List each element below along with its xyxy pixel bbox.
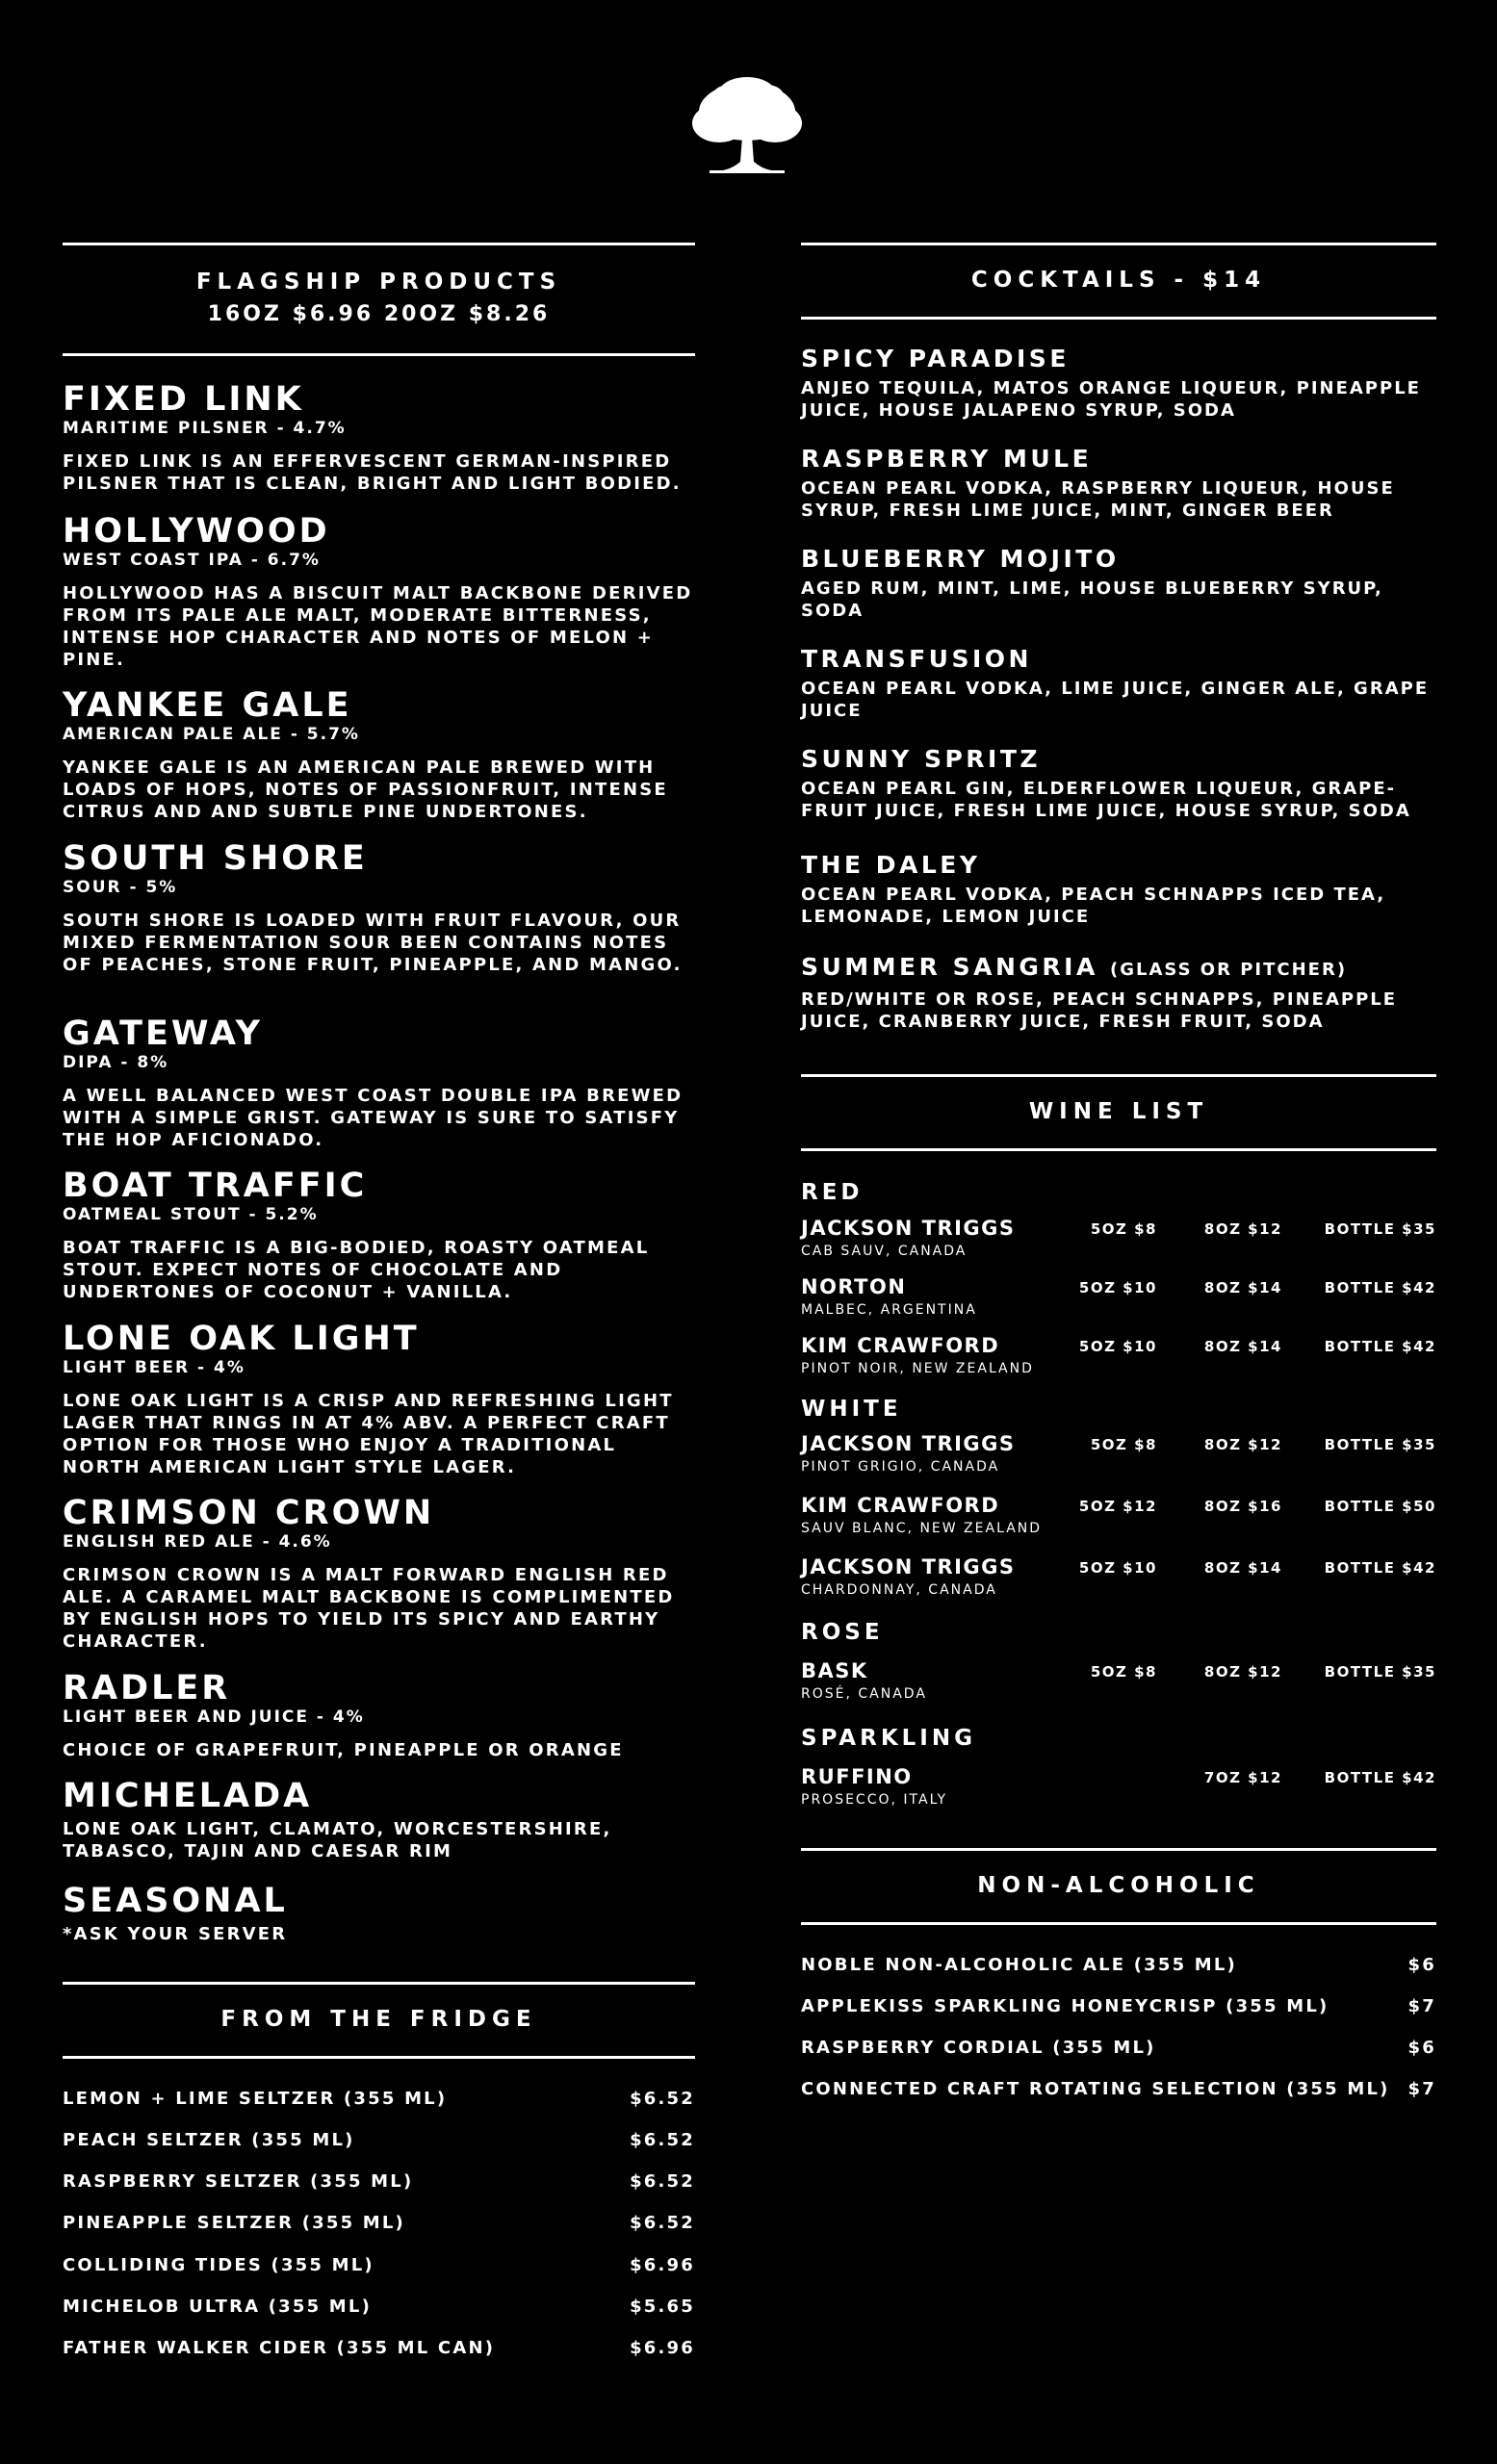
price-bottle: BOTTLE $35 [1324, 1663, 1436, 1681]
divider [801, 1074, 1436, 1077]
item-price: $6.96 [630, 2255, 695, 2275]
cocktail-name: RASPBERRY MULE [801, 445, 1093, 473]
beer-description: CRIMSON CROWN IS A MALT FORWARD ENGLISH RED ALE. A CARAMEL MALT BACKBONE IS COMPLIMENTED BY ENGLISH HOPS TO YIELD ITS SPICY AND EARTHY CHARACTER. [63, 1565, 675, 1652]
wine-name: RUFFINO [801, 1765, 913, 1788]
beer-style: LIGHT BEER AND JUICE - 4% [63, 1707, 365, 1727]
cocktail-item [801, 851, 1436, 928]
cocktail-name: SUNNY SPRITZ [801, 745, 1042, 773]
wine-name: JACKSON TRIGGS [801, 1217, 1016, 1240]
wine-origin: PINOT GRIGIO, CANADA [801, 1459, 1000, 1475]
tree-logo [690, 77, 804, 175]
wine-origin: CHARDONNAY, CANADA [801, 1582, 997, 1598]
price-8oz: 8OZ $12 [1203, 1220, 1282, 1238]
wine-item [801, 1275, 1436, 1322]
item-name: MICHELOB ULTRA (355 ML) [63, 2297, 373, 2317]
item-price: $7 [1407, 2079, 1436, 2099]
price-7oz: 7OZ $12 [1203, 1769, 1282, 1786]
wine-name: KIM CRAWFORD [801, 1494, 1000, 1517]
cocktail-item [801, 545, 1436, 622]
beer-item [63, 1670, 695, 1761]
beer-description: LONE OAK LIGHT, CLAMATO, WORCESTERSHIRE, TABASCO, TAJIN AND CAESAR RIM [63, 1819, 612, 1861]
price-8oz: 8OZ $12 [1203, 1663, 1282, 1681]
beer-style: MARITIME PILSNER - 4.7% [63, 419, 347, 438]
price-5oz: 5OZ $10 [1078, 1559, 1157, 1577]
price-5oz: 5OZ $8 [1090, 1220, 1157, 1238]
beer-item [63, 1321, 695, 1478]
item-name: PEACH SELTZER (355 ML) [63, 2130, 355, 2150]
price-8oz: 8OZ $14 [1203, 1338, 1282, 1355]
cocktail-name: SUMMER SANGRIA [801, 953, 1098, 981]
cocktail-name: TRANSFUSION [801, 645, 1032, 673]
beer-style: SOUR - 5% [63, 878, 178, 897]
wine-origin: CAB SAUV, CANADA [801, 1244, 968, 1259]
beer-item [63, 381, 695, 495]
cocktail-name: SPICY PARADISE [801, 345, 1070, 372]
wine-origin: PINOT NOIR, NEW ZEALAND [801, 1361, 1034, 1376]
cocktail-description: ANJEO TEQUILA, MATOS ORANGE LIQUEUR, PINEAPPLE JUICE, HOUSE JALAPENO SYRUP, SODA [801, 378, 1421, 421]
divider [801, 317, 1436, 320]
item-name: APPLEKISS SPARKLING HONEYCRISP (355 ML) [801, 1996, 1329, 2016]
beer-name: HOLLYWOOD [63, 512, 330, 551]
beer-style: OATMEAL STOUT - 5.2% [63, 1205, 319, 1224]
cocktail-description: RED/WHITE OR ROSE, PEACH SCHNAPPS, PINEAPPLE JUICE, CRANBERRY JUICE, FRESH FRUIT, SODA [801, 989, 1398, 1032]
price-bottle: BOTTLE $35 [1324, 1436, 1436, 1453]
divider [801, 243, 1436, 245]
cocktail-description: AGED RUM, MINT, LIME, HOUSE BLUEBERRY SYRUP, SODA [801, 578, 1383, 621]
price-8oz: 8OZ $12 [1203, 1436, 1282, 1453]
beer-item [63, 1778, 695, 1862]
wine-item [801, 1217, 1436, 1263]
wine-name: KIM CRAWFORD [801, 1334, 1000, 1357]
beer-name: GATEWAY [63, 1014, 263, 1053]
divider [801, 1922, 1436, 1925]
beer-item [63, 1168, 695, 1303]
flagship-pricing: 16OZ $6.96 20OZ $8.26 [207, 302, 551, 326]
item-name: FATHER WALKER CIDER (355 ML CAN) [63, 2338, 496, 2358]
wine-category: WHITE [801, 1397, 902, 1422]
wine-category: SPARKLING [801, 1726, 976, 1751]
beer-description: FIXED LINK IS AN EFFERVESCENT GERMAN-INSPIRED PILSNER THAT IS CLEAN, BRIGHT AND LIGHT BODIED. [63, 451, 682, 494]
price-bottle: BOTTLE $42 [1324, 1279, 1436, 1296]
beer-name: MICHELADA [63, 1777, 313, 1815]
beer-style: LIGHT BEER - 4% [63, 1358, 245, 1377]
beer-name: SEASONAL [63, 1882, 288, 1920]
item-name: PINEAPPLE SELTZER (355 ML) [63, 2213, 405, 2233]
cocktail-item [801, 745, 1436, 822]
wine-name: NORTON [801, 1275, 907, 1298]
wine-category: RED [801, 1180, 864, 1205]
wine-item [801, 1334, 1436, 1380]
item-price: $6.52 [630, 2089, 695, 2109]
divider [63, 1982, 695, 1985]
beer-name: SOUTH SHORE [63, 839, 368, 878]
beer-description: SOUTH SHORE IS LOADED WITH FRUIT FLAVOUR, OUR MIXED FERMENTATION SOUR BEEN CONTAINS NOTES OF PEACHES, STONE FRUIT, PINEAPPLE, AND MANGO. [63, 911, 683, 975]
wine-category: ROSE [801, 1620, 884, 1645]
beer-name: CRIMSON CROWN [63, 1494, 435, 1532]
cocktail-description: OCEAN PEARL GIN, ELDERFLOWER LIQUEUR, GRAPE-FRUIT JUICE, FRESH LIME JUICE, HOUSE SYRUP, SODA [801, 779, 1411, 821]
divider [63, 353, 695, 356]
wine-item [801, 1494, 1436, 1540]
item-name: NOBLE NON-ALCOHOLIC ALE (355 ML) [801, 1955, 1237, 1975]
price-8oz: 8OZ $14 [1203, 1279, 1282, 1296]
price-5oz: 5OZ $10 [1078, 1279, 1157, 1296]
beer-item [63, 513, 695, 671]
item-price: $6.52 [630, 2213, 695, 2233]
beer-item [63, 840, 695, 976]
fridge-title: FROM THE FRIDGE [220, 2007, 537, 2032]
cocktail-item [801, 953, 1436, 1033]
cocktail-description: OCEAN PEARL VODKA, LIME JUICE, GINGER ALE, GRAPE JUICE [801, 679, 1430, 721]
wine-origin: MALBEC, ARGENTINA [801, 1302, 977, 1318]
beer-item [63, 1883, 695, 1945]
price-5oz: 5OZ $8 [1090, 1436, 1157, 1453]
cocktail-item [801, 345, 1436, 422]
price-bottle: BOTTLE $42 [1324, 1559, 1436, 1577]
beer-description: A WELL BALANCED WEST COAST DOUBLE IPA BREWED WITH A SIMPLE GRIST. GATEWAY IS SURE TO SATISFY THE HOP AFICIONADO. [63, 1086, 684, 1150]
beer-name: RADLER [63, 1669, 231, 1707]
price-bottle: BOTTLE $42 [1324, 1769, 1436, 1786]
item-price: $5.65 [630, 2297, 695, 2317]
price-5oz: 5OZ $12 [1078, 1498, 1157, 1515]
wine-item [801, 1659, 1436, 1706]
cocktail-item [801, 445, 1436, 522]
beer-style: AMERICAN PALE ALE - 5.7% [63, 725, 360, 744]
wine-name: BASK [801, 1659, 868, 1682]
cocktail-description: OCEAN PEARL VODKA, RASPBERRY LIQUEUR, HOUSE SYRUP, FRESH LIME JUICE, MINT, GINGER BEER [801, 478, 1395, 521]
beer-description: YANKEE GALE IS AN AMERICAN PALE BREWED WITH LOADS OF HOPS, NOTES OF PASSIONFRUIT, INTENSE CITRUS AND AND SUBTLE PINE UNDERTONES. [63, 757, 668, 822]
wine-item [801, 1432, 1436, 1478]
cocktail-description: OCEAN PEARL VODKA, PEACH SCHNAPPS ICED TEA, LEMONADE, LEMON JUICE [801, 885, 1386, 927]
beer-description: *ASK YOUR SERVER [63, 1924, 288, 1944]
beer-name: FIXED LINK [63, 380, 304, 419]
item-name: CONNECTED CRAFT ROTATING SELECTION (355 ML) [801, 2079, 1390, 2099]
item-price: $6 [1407, 2038, 1436, 2058]
item-name: RASPBERRY SELTZER (355 ML) [63, 2171, 414, 2192]
beer-item [63, 1015, 695, 1151]
beer-style: DIPA - 8% [63, 1053, 169, 1072]
wine-name: JACKSON TRIGGS [801, 1555, 1016, 1578]
cocktail-name: THE DALEY [801, 851, 981, 879]
cocktail-item [801, 645, 1436, 722]
wine-origin: PROSECCO, ITALY [801, 1792, 948, 1808]
price-8oz: 8OZ $14 [1203, 1559, 1282, 1577]
price-bottle: BOTTLE $50 [1324, 1498, 1436, 1515]
beer-style: WEST COAST IPA - 6.7% [63, 551, 321, 570]
beer-description: CHOICE OF GRAPEFRUIT, PINEAPPLE OR ORANGE [63, 1740, 624, 1760]
divider [801, 1148, 1436, 1151]
divider [63, 2056, 695, 2059]
wine-origin: ROSÉ, CANADA [801, 1686, 927, 1702]
beer-style: ENGLISH RED ALE - 4.6% [63, 1532, 332, 1552]
item-price: $6.52 [630, 2130, 695, 2150]
non-alcoholic-title: NON-ALCOHOLIC [977, 1873, 1260, 1898]
cocktail-note: (GLASS OR PITCHER) [1110, 960, 1348, 980]
beer-item [63, 687, 695, 823]
item-name: COLLIDING TIDES (355 ML) [63, 2255, 374, 2275]
divider [63, 243, 695, 245]
beer-description: LONE OAK LIGHT IS A CRISP AND REFRESHING LIGHT LAGER THAT RINGS IN AT 4% ABV. A PERFECT CRAFT OPTION FOR THOSE WHO ENJOY A TRADITIONAL NORTH AMERICAN LIGHT STYLE LAGER. [63, 1391, 674, 1477]
beer-item [63, 1495, 695, 1653]
divider [801, 1848, 1436, 1851]
price-bottle: BOTTLE $42 [1324, 1338, 1436, 1355]
beer-name: BOAT TRAFFIC [63, 1167, 368, 1205]
beer-description: HOLLYWOOD HAS A BISCUIT MALT BACKBONE DERIVED FROM ITS PALE ALE MALT, MODERATE BITTERNESS, INTENSE HOP CHARACTER AND NOTES OF MELON + PINE. [63, 583, 693, 670]
item-price: $6.52 [630, 2171, 695, 2192]
cocktails-title: COCKTAILS - $14 [970, 268, 1267, 293]
price-5oz: 5OZ $10 [1078, 1338, 1157, 1355]
beer-name: LONE OAK LIGHT [63, 1320, 420, 1358]
cocktail-name: BLUEBERRY MOJITO [801, 545, 1120, 573]
wine-item [801, 1555, 1436, 1602]
item-name: LEMON + LIME SELTZER (355 ML) [63, 2089, 448, 2109]
price-5oz: 5OZ $8 [1090, 1663, 1157, 1681]
price-8oz: 8OZ $16 [1203, 1498, 1282, 1515]
wine-name: JACKSON TRIGGS [801, 1432, 1016, 1455]
flagship-title: FLAGSHIP PRODUCTS [195, 270, 562, 295]
item-price: $7 [1407, 1996, 1436, 2016]
wine-item [801, 1765, 1436, 1811]
price-bottle: BOTTLE $35 [1324, 1220, 1436, 1238]
item-price: $6 [1407, 1955, 1436, 1975]
wine-title: WINE LIST [1028, 1099, 1209, 1124]
item-price: $6.96 [630, 2338, 695, 2358]
beer-description: BOAT TRAFFIC IS A BIG-BODIED, ROASTY OATMEAL STOUT. EXPECT NOTES OF CHOCOLATE AND UNDERTONES OF COCONUT + VANILLA. [63, 1238, 650, 1302]
beer-name: YANKEE GALE [63, 686, 352, 725]
wine-origin: SAUV BLANC, NEW ZEALAND [801, 1521, 1043, 1536]
item-name: RASPBERRY CORDIAL (355 ML) [801, 2038, 1156, 2058]
